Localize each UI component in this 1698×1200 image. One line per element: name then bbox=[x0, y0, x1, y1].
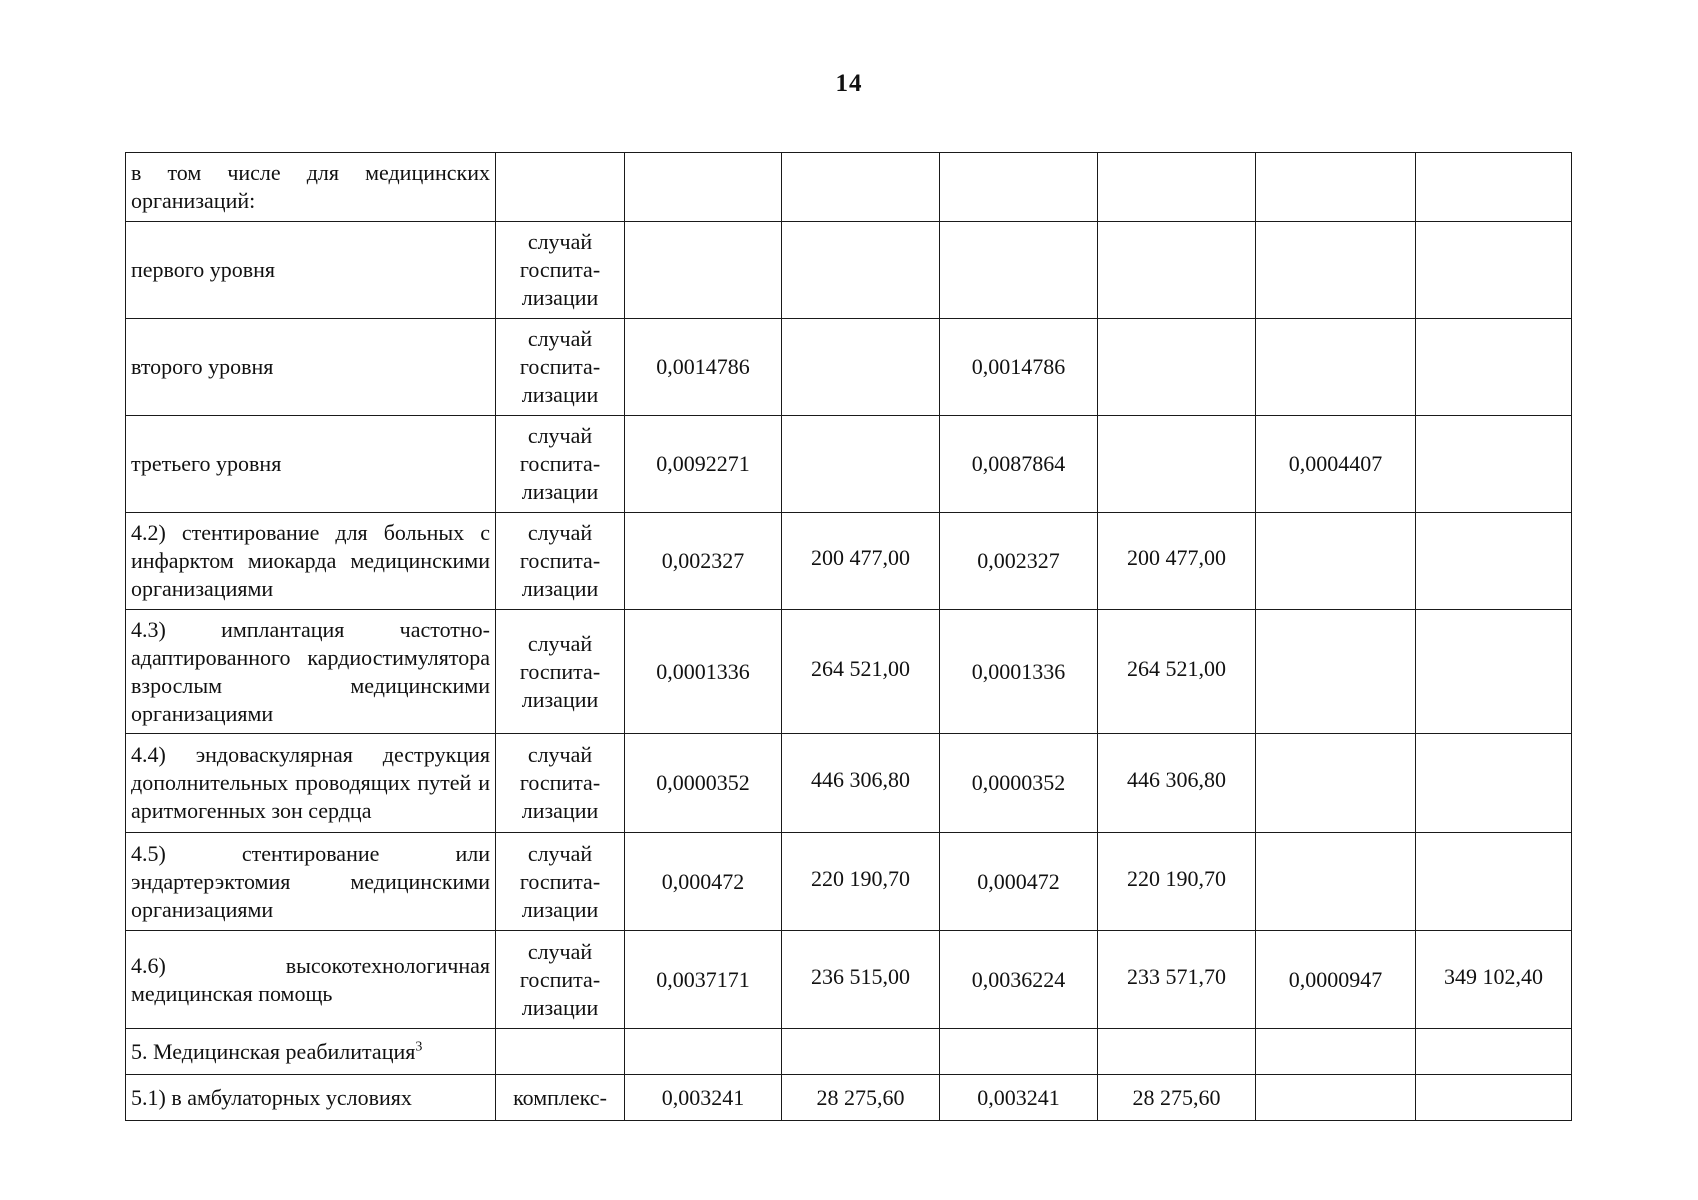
cell-c2 bbox=[782, 833, 940, 931]
table-row bbox=[126, 833, 1572, 931]
cell-c6 bbox=[1416, 416, 1572, 513]
row-unit bbox=[496, 1029, 625, 1075]
table-row bbox=[126, 1029, 1572, 1075]
cell-c1 bbox=[625, 222, 782, 319]
row-name: первого уровня bbox=[126, 222, 496, 319]
cell-c6-value: 349 102,40 bbox=[1444, 963, 1543, 989]
cell-c1: 0,0092271 bbox=[625, 416, 782, 513]
cell-c2-value: 236 515,00 bbox=[811, 963, 910, 989]
cell-c5: 0,0000947 bbox=[1256, 931, 1416, 1029]
cell-c1 bbox=[625, 1029, 782, 1075]
table-row bbox=[126, 319, 1572, 416]
cell-c5 bbox=[1256, 734, 1416, 833]
cell-c3: 0,0014786 bbox=[940, 319, 1098, 416]
row-name: в том числе для медицинских организаций: bbox=[126, 153, 496, 222]
cell-c4: 28 275,60 bbox=[1098, 1075, 1256, 1121]
cell-c4-value: 220 190,70 bbox=[1127, 865, 1226, 891]
cell-c4 bbox=[1098, 513, 1256, 610]
tariff-table bbox=[125, 152, 1572, 1121]
row-name-text: 5. Медицинская реабилитация bbox=[131, 1038, 416, 1064]
row-name: 5.1) в амбулаторных условиях bbox=[126, 1075, 496, 1121]
table-row bbox=[126, 1075, 1572, 1121]
cell-c1: 0,0037171 bbox=[625, 931, 782, 1029]
cell-c2-value: 220 190,70 bbox=[811, 865, 910, 891]
cell-c6 bbox=[1416, 1029, 1572, 1075]
cell-c4 bbox=[1098, 222, 1256, 319]
cell-c4 bbox=[1098, 416, 1256, 513]
row-name: 4.3) имплантация частотно-адаптированного кардиостимулятора взрослым медицинскими организациями bbox=[126, 610, 496, 734]
cell-c5 bbox=[1256, 1029, 1416, 1075]
cell-c1: 0,003241 bbox=[625, 1075, 782, 1121]
row-unit: случай госпита-лизации bbox=[496, 319, 625, 416]
cell-c1 bbox=[625, 153, 782, 222]
cell-c2 bbox=[782, 416, 940, 513]
row-unit: случай госпита-лизации bbox=[496, 610, 625, 734]
cell-c1: 0,0014786 bbox=[625, 319, 782, 416]
cell-c6 bbox=[1416, 610, 1572, 734]
cell-c4 bbox=[1098, 833, 1256, 931]
cell-c4-value: 200 477,00 bbox=[1127, 545, 1226, 570]
cell-c2 bbox=[782, 931, 940, 1029]
row-name: 4.4) эндоваскулярная деструкция дополнительных проводящих путей и аритмогенных зон сердца bbox=[126, 734, 496, 833]
row-unit: случай госпита-лизации bbox=[496, 833, 625, 931]
cell-c3: 0,0036224 bbox=[940, 931, 1098, 1029]
cell-c3: 0,000472 bbox=[940, 833, 1098, 931]
row-name: 4.5) стентирование или эндартерэктомия медицинскими организациями bbox=[126, 833, 496, 931]
cell-c6 bbox=[1416, 513, 1572, 610]
cell-c2 bbox=[782, 319, 940, 416]
cell-c2-value: 446 306,80 bbox=[811, 767, 910, 792]
cell-c3 bbox=[940, 1029, 1098, 1075]
cell-c6 bbox=[1416, 734, 1572, 833]
cell-c4 bbox=[1098, 931, 1256, 1029]
row-name bbox=[126, 1029, 496, 1075]
table-row bbox=[126, 153, 1572, 222]
cell-c2-value: 264 521,00 bbox=[811, 655, 910, 681]
table-row bbox=[126, 931, 1572, 1029]
row-unit bbox=[496, 153, 625, 222]
cell-c4 bbox=[1098, 610, 1256, 734]
table-row bbox=[126, 610, 1572, 734]
table-row bbox=[126, 416, 1572, 513]
cell-c3: 0,0000352 bbox=[940, 734, 1098, 833]
cell-c2 bbox=[782, 222, 940, 319]
row-name: 4.6) высокотехнологичная медицинская помощь bbox=[126, 931, 496, 1029]
cell-c4 bbox=[1098, 153, 1256, 222]
row-unit: случай госпита-лизации bbox=[496, 931, 625, 1029]
cell-c3: 0,0001336 bbox=[940, 610, 1098, 734]
cell-c5 bbox=[1256, 222, 1416, 319]
cell-c2 bbox=[782, 610, 940, 734]
cell-c3: 0,0087864 bbox=[940, 416, 1098, 513]
cell-c6 bbox=[1416, 833, 1572, 931]
row-name: 4.2) стентирование для больных с инфарктом миокарда медицинскими организациями bbox=[126, 513, 496, 610]
cell-c6 bbox=[1416, 222, 1572, 319]
cell-c4-value: 233 571,70 bbox=[1127, 963, 1226, 989]
cell-c5 bbox=[1256, 153, 1416, 222]
cell-c6 bbox=[1416, 1075, 1572, 1121]
cell-c4 bbox=[1098, 1029, 1256, 1075]
row-name: второго уровня bbox=[126, 319, 496, 416]
cell-c4-value: 264 521,00 bbox=[1127, 655, 1226, 681]
cell-c1: 0,000472 bbox=[625, 833, 782, 931]
cell-c1: 0,0001336 bbox=[625, 610, 782, 734]
cell-c2 bbox=[782, 153, 940, 222]
table-row bbox=[126, 513, 1572, 610]
row-unit: случай госпита-лизации bbox=[496, 734, 625, 833]
footnote-mark: 3 bbox=[415, 1039, 423, 1055]
cell-c4 bbox=[1098, 319, 1256, 416]
cell-c2 bbox=[782, 513, 940, 610]
cell-c1: 0,002327 bbox=[625, 513, 782, 610]
row-name: третьего уровня bbox=[126, 416, 496, 513]
row-unit: комплекс- bbox=[496, 1075, 625, 1121]
table-row bbox=[126, 734, 1572, 833]
table-row bbox=[126, 222, 1572, 319]
cell-c2-value: 200 477,00 bbox=[811, 545, 910, 570]
cell-c5 bbox=[1256, 319, 1416, 416]
cell-c5 bbox=[1256, 513, 1416, 610]
cell-c2: 28 275,60 bbox=[782, 1075, 940, 1121]
cell-c5 bbox=[1256, 610, 1416, 734]
cell-c1: 0,0000352 bbox=[625, 734, 782, 833]
cell-c2 bbox=[782, 734, 940, 833]
row-unit: случай госпита-лизации bbox=[496, 513, 625, 610]
cell-c6 bbox=[1416, 153, 1572, 222]
cell-c5: 0,0004407 bbox=[1256, 416, 1416, 513]
cell-c6 bbox=[1416, 931, 1572, 1029]
cell-c3: 0,002327 bbox=[940, 513, 1098, 610]
cell-c5 bbox=[1256, 1075, 1416, 1121]
cell-c3 bbox=[940, 222, 1098, 319]
cell-c4 bbox=[1098, 734, 1256, 833]
cell-c4-value: 446 306,80 bbox=[1127, 767, 1226, 792]
row-unit: случай госпита-лизации bbox=[496, 222, 625, 319]
cell-c6 bbox=[1416, 319, 1572, 416]
row-unit: случай госпита-лизации bbox=[496, 416, 625, 513]
cell-c3 bbox=[940, 153, 1098, 222]
cell-c2 bbox=[782, 1029, 940, 1075]
cell-c3: 0,003241 bbox=[940, 1075, 1098, 1121]
page-number: 14 bbox=[835, 70, 863, 97]
cell-c5 bbox=[1256, 833, 1416, 931]
